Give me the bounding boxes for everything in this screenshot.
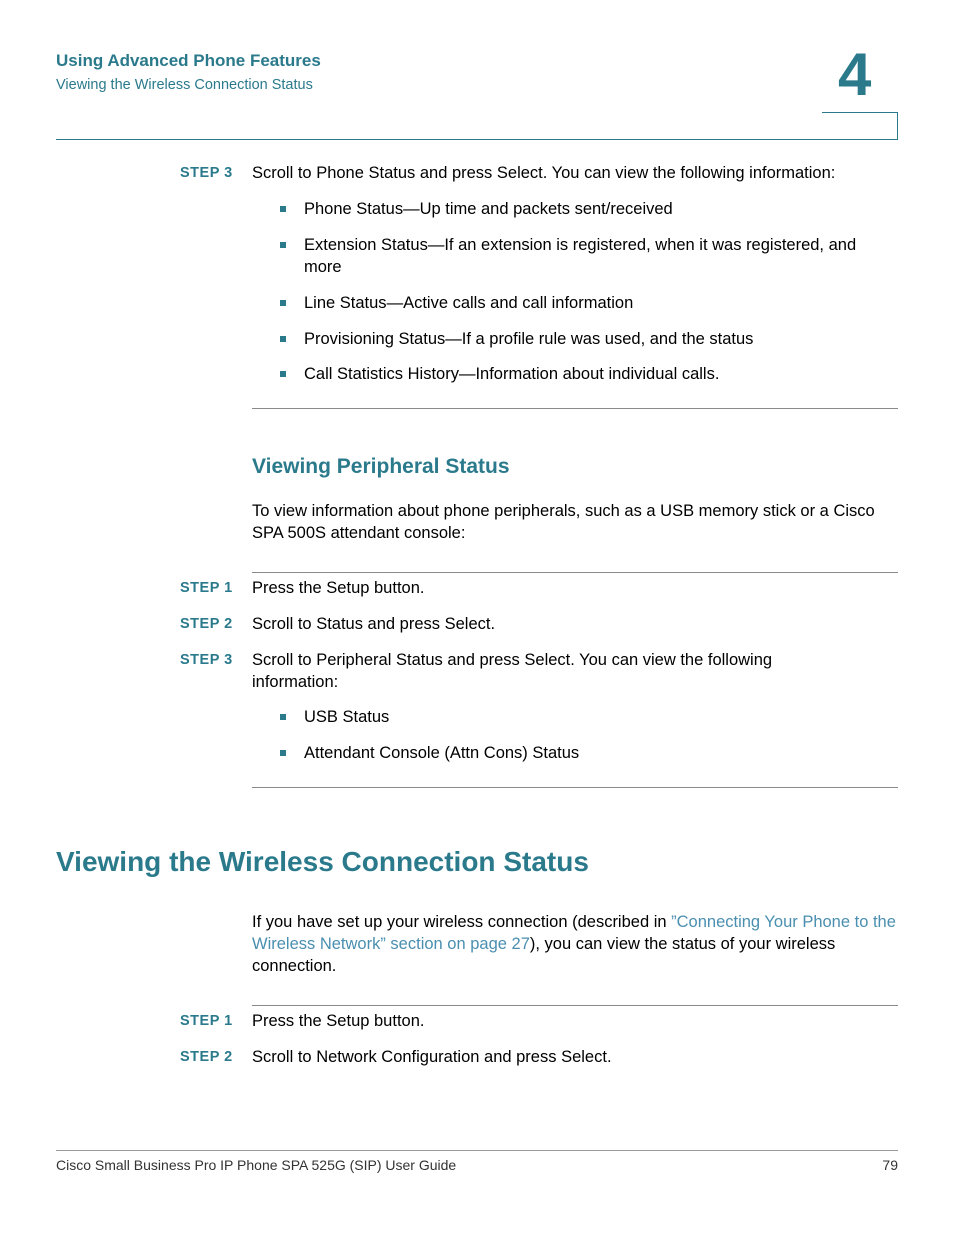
section-heading: Viewing Peripheral Status [252, 455, 510, 478]
step-label: STEP 3 [180, 652, 233, 668]
step-text: Scroll to Peripheral Status and press Select. You can view the following information: [252, 651, 773, 691]
step-label: STEP 1 [180, 1013, 233, 1029]
bullet-item: Provisioning Status—If a profile rule was used, and the status [304, 330, 754, 348]
divider [252, 1005, 898, 1006]
bullet-marker [280, 242, 286, 248]
bullet-item: Call Statistics History—Information about individual calls. [304, 365, 720, 383]
section-intro: If you have set up your wireless connection (described in ”Connecting Your Phone to the Wireless Network” section on page 27), you can view the status of your wireless connection. [252, 913, 896, 975]
page-heading: Viewing the Wireless Connection Status [56, 846, 589, 877]
divider [252, 787, 898, 788]
divider [252, 408, 898, 409]
page-number: 79 [882, 1157, 898, 1173]
section-title: Viewing the Wireless Connection Status [56, 77, 313, 93]
step-text: Press the Setup button. [252, 1012, 425, 1030]
chapter-title: Using Advanced Phone Features [56, 51, 321, 70]
step-label: STEP 2 [180, 1049, 233, 1065]
section-intro: To view information about phone peripherals, such as a USB memory stick or a Cisco SPA 500S attendant console: [252, 502, 875, 542]
bullet-item: Phone Status—Up time and packets sent/received [304, 200, 673, 218]
step-label: STEP 3 [180, 165, 233, 181]
step-text: Press the Setup button. [252, 579, 425, 597]
bullet-marker [280, 300, 286, 306]
step-text: Scroll to Network Configuration and press Select. [252, 1048, 612, 1066]
step-text: Scroll to Phone Status and press Select. You can view the following information: [252, 164, 836, 182]
bullet-item: Extension Status—If an extension is registered, when it was registered, and more [304, 236, 857, 276]
bullet-marker [280, 336, 286, 342]
step-label: STEP 2 [180, 616, 233, 632]
bullet-marker [280, 206, 286, 212]
step-text: Scroll to Status and press Select. [252, 615, 496, 633]
chapter-number: 4 [838, 41, 872, 108]
footer-divider [56, 1150, 898, 1151]
bullet-marker [280, 714, 286, 720]
bullet-item: Line Status—Active calls and call information [304, 294, 634, 312]
bullet-marker [280, 371, 286, 377]
bullet-item: USB Status [304, 708, 390, 726]
bullet-item: Attendant Console (Attn Cons) Status [304, 744, 580, 762]
divider [252, 572, 898, 573]
step-label: STEP 1 [180, 580, 233, 596]
chapter-number-box [822, 112, 898, 139]
cross-reference-link[interactable]: ”Connecting Your Phone to the Wireless Network” section on page 27 [252, 913, 896, 953]
header-divider [56, 139, 898, 140]
bullet-marker [280, 750, 286, 756]
footer-guide-title: Cisco Small Business Pro IP Phone SPA 525G (SIP) User Guide [56, 1157, 457, 1173]
